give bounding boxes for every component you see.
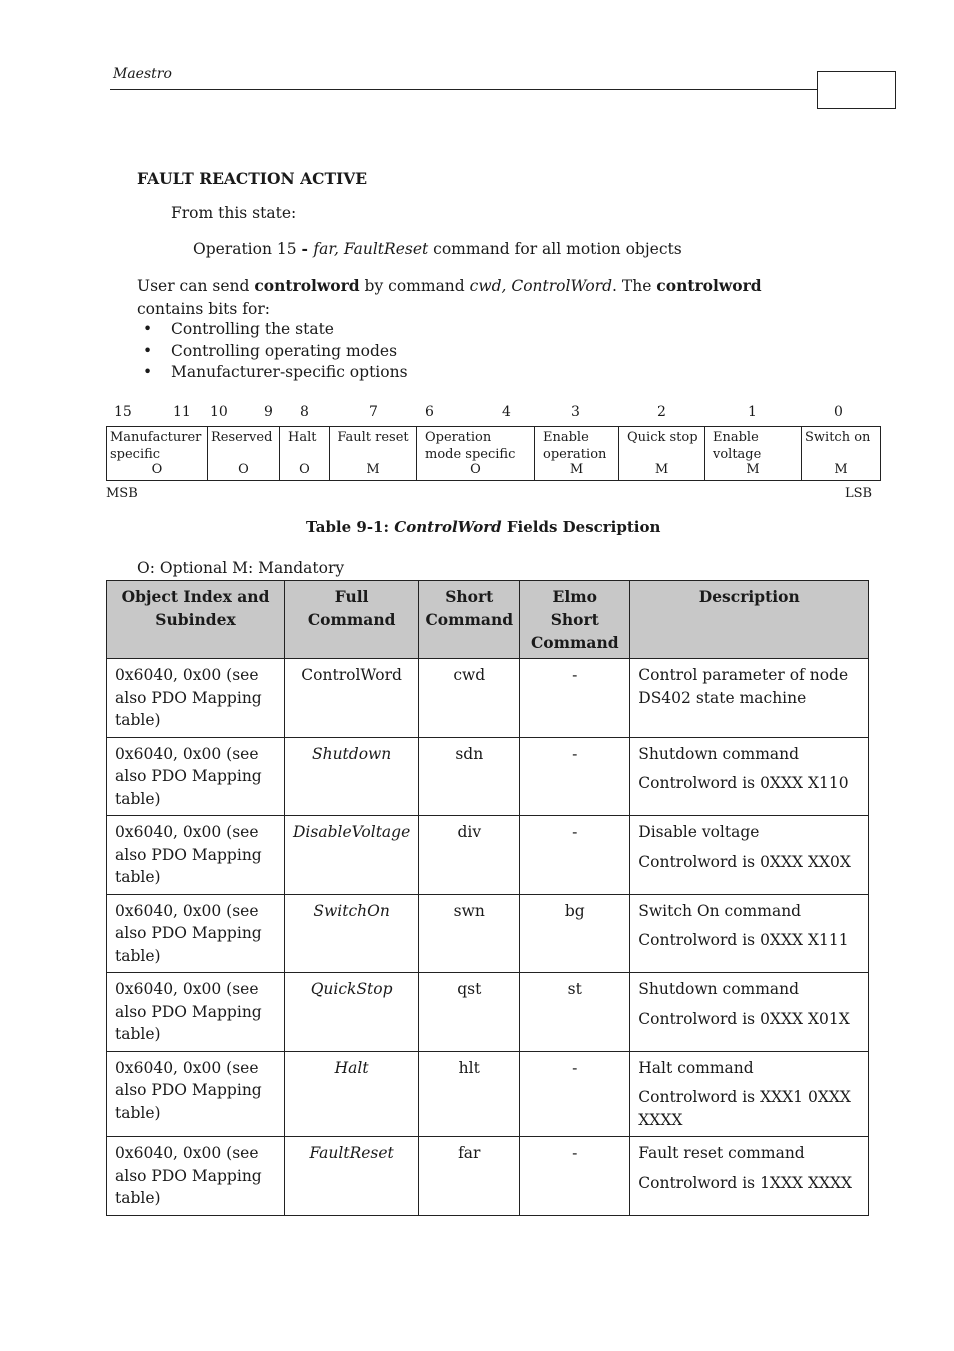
controlword-bit-table	[106, 426, 881, 481]
bit-field-cell	[802, 427, 881, 481]
description-line: Shutdown command	[638, 744, 800, 763]
table-row	[107, 973, 869, 1052]
short-command-cell: qst	[419, 973, 520, 1052]
description-line: Control parameter of node DS402 state machine	[638, 666, 849, 707]
description-cell	[630, 894, 869, 973]
bit-field-requirement: M	[746, 462, 760, 477]
bit-field-requirement: O	[299, 462, 310, 477]
bit-field-name: Switch on	[805, 430, 871, 445]
description-line: Fault reset command	[638, 1144, 805, 1162]
bit-field-requirement: M	[366, 462, 380, 477]
full-command-cell: SwitchOn	[285, 894, 419, 973]
para-bold-2: controlword	[656, 276, 762, 295]
para-text-2: by command	[359, 277, 470, 295]
bit-number: 2	[657, 404, 666, 420]
bit-field-cell	[208, 427, 280, 481]
description-line: Controlword is 1XXX XXXX	[638, 1173, 853, 1192]
requirement-legend: O: Optional M: Mandatory	[137, 559, 345, 577]
bit-field-cell	[619, 427, 705, 481]
bit-number: 15	[114, 404, 132, 420]
table-row	[107, 737, 869, 816]
controlword-paragraph	[137, 274, 817, 321]
bit-field-name: Quick stop	[627, 430, 698, 445]
short-command-cell: swn	[419, 894, 520, 973]
short-command-cell: cwd	[419, 659, 520, 738]
bit-field-requirement: M	[654, 462, 669, 477]
description-line: Controlword is 0XXX X110	[638, 774, 849, 792]
elmo-short-command-cell: -	[520, 1137, 630, 1216]
para-text-3: . The	[612, 277, 657, 295]
short-command-cell: sdn	[419, 737, 520, 816]
from-state-label: From this state:	[171, 204, 297, 222]
bit-field-cell	[535, 427, 619, 481]
object-index-cell: 0x6040, 0x00 (see also PDO Mapping table)	[107, 737, 285, 816]
elmo-short-command-cell: -	[520, 737, 630, 816]
bit-number: 3	[571, 404, 580, 420]
lsb-label: LSB	[845, 486, 873, 501]
object-index-cell: 0x6040, 0x00 (see also PDO Mapping table)	[107, 894, 285, 973]
short-command-cell: far	[419, 1137, 520, 1216]
list-item: • Controlling operating modes	[143, 341, 408, 363]
elmo-short-command-cell: -	[520, 816, 630, 895]
elmo-short-command-cell: -	[520, 659, 630, 738]
operation-suffix: command for all motion objects	[428, 240, 682, 258]
bit-field-name: Reserved	[211, 430, 273, 445]
caption-suffix: Fields Description	[501, 518, 661, 536]
table-row	[107, 1137, 869, 1216]
elmo-short-command-cell: st	[520, 973, 630, 1052]
bit-number: 6	[425, 404, 434, 420]
para-text-4: contains bits for:	[137, 300, 270, 318]
header-rule	[110, 89, 818, 90]
column-header: Description	[630, 581, 869, 659]
description-line: Halt command	[638, 1058, 754, 1077]
page-number-box	[817, 71, 896, 109]
object-index-cell: 0x6040, 0x00 (see also PDO Mapping table)	[107, 973, 285, 1052]
bit-field-cell	[705, 427, 802, 481]
bit-number: 7	[369, 404, 378, 420]
description-cell	[630, 659, 869, 738]
elmo-short-command-cell: -	[520, 1051, 630, 1137]
elmo-short-command-cell: bg	[520, 894, 630, 973]
description-line: Disable voltage	[638, 823, 760, 841]
object-index-cell: 0x6040, 0x00 (see also PDO Mapping table)	[107, 1137, 285, 1216]
full-command-cell: FaultReset	[285, 1137, 419, 1216]
description-line: Shutdown command	[638, 980, 800, 998]
description-line: Switch On command	[638, 901, 802, 920]
bit-number: 9	[264, 404, 273, 420]
bit-field-requirement: O	[470, 462, 481, 477]
bit-field-name: Fault reset	[337, 430, 409, 445]
description-line: Controlword is 0XXX XX0X	[638, 852, 851, 871]
bit-number: 11	[173, 404, 191, 420]
bit-field-name: Enable operation	[543, 430, 607, 462]
para-text-1: User can send	[137, 277, 255, 295]
short-command-cell: div	[419, 816, 520, 895]
description-cell	[630, 816, 869, 895]
operation-dash: -	[301, 239, 314, 258]
column-header: Short Command	[419, 581, 520, 659]
section-heading: FAULT REACTION ACTIVE	[137, 169, 368, 188]
description-cell	[630, 1051, 869, 1137]
bit-field-requirement: M	[834, 462, 848, 477]
short-command-cell: hlt	[419, 1051, 520, 1137]
bit-field-name: Halt	[288, 430, 317, 445]
bit-field-cell	[107, 427, 208, 481]
column-header: Full Command	[285, 581, 419, 659]
list-item: • Controlling the state	[143, 319, 408, 341]
bullet-list	[143, 319, 408, 384]
bit-field-name: Enable voltage	[713, 430, 762, 462]
bit-field-cell	[330, 427, 417, 481]
bit-number: 0	[834, 404, 843, 420]
bit-field-cell	[280, 427, 330, 481]
description-line: Controlword is 0XXX X01X	[638, 1009, 850, 1028]
table-caption	[306, 518, 660, 536]
operation-prefix: Operation 15	[193, 240, 302, 258]
para-italic-1: cwd, ControlWord	[469, 277, 613, 295]
description-line: Controlword is 0XXX X111	[638, 931, 849, 949]
list-item: • Manufacturer-specific options	[143, 362, 408, 384]
column-header: Object Index and Subindex	[107, 581, 285, 659]
bit-number: 10	[210, 404, 228, 420]
msb-label: MSB	[106, 486, 138, 501]
description-line: Controlword is XXX1 0XXX XXXX	[638, 1088, 851, 1129]
bit-field-name: Operation mode specific	[425, 430, 516, 462]
bit-field-cell	[417, 427, 535, 481]
table-row	[107, 816, 869, 895]
description-cell	[630, 973, 869, 1052]
header-title: Maestro	[113, 66, 172, 82]
object-index-cell: 0x6040, 0x00 (see also PDO Mapping table)	[107, 659, 285, 738]
column-header: Elmo Short Command	[520, 581, 630, 659]
full-command-cell: DisableVoltage	[285, 816, 419, 895]
bit-field-requirement: O	[151, 462, 163, 477]
full-command-cell: Shutdown	[285, 737, 419, 816]
table-row	[107, 894, 869, 973]
bit-field-name: Manufacturer specific	[110, 430, 202, 462]
table-row	[107, 1051, 869, 1137]
command-table	[106, 580, 869, 1216]
operation-line	[193, 239, 682, 258]
table-row	[107, 659, 869, 738]
para-bold-1: controlword	[254, 276, 360, 295]
bit-number: 4	[502, 404, 511, 420]
object-index-cell: 0x6040, 0x00 (see also PDO Mapping table)	[107, 1051, 285, 1137]
operation-commands: far, FaultReset	[313, 240, 429, 258]
bit-field-requirement: M	[569, 462, 584, 477]
caption-prefix: Table 9-1:	[306, 518, 395, 536]
bit-number: 8	[300, 404, 309, 420]
full-command-cell: QuickStop	[285, 973, 419, 1052]
bit-number: 1	[748, 404, 757, 420]
description-cell	[630, 737, 869, 816]
full-command-cell: Halt	[285, 1051, 419, 1137]
object-index-cell: 0x6040, 0x00 (see also PDO Mapping table)	[107, 816, 285, 895]
bit-field-requirement: O	[238, 462, 249, 477]
caption-italic: ControlWord	[394, 518, 502, 536]
description-cell	[630, 1137, 869, 1216]
full-command-cell: ControlWord	[285, 659, 419, 738]
